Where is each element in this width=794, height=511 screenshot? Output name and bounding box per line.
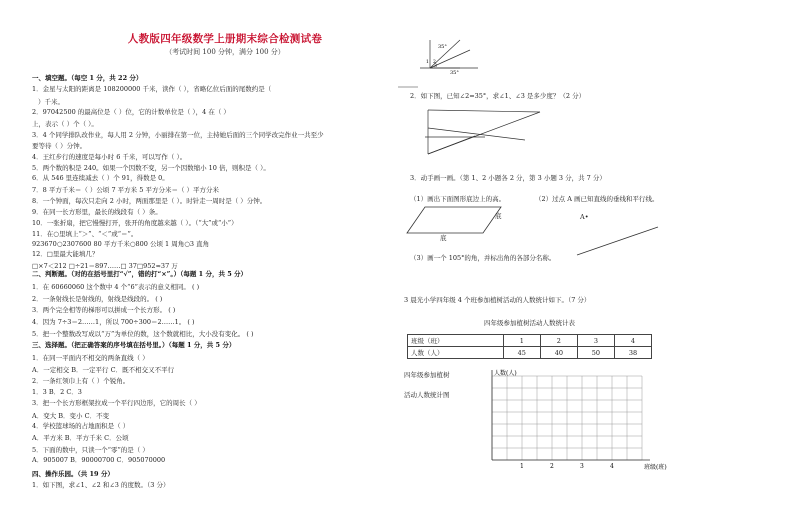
x-tick-label: 4 xyxy=(610,463,614,470)
angle-label-top: 35° xyxy=(438,44,447,50)
question-line: 1．在 60660060 这个数中 4 个“6”表示的意义相同。 ( ) xyxy=(32,283,200,291)
given-line xyxy=(575,225,660,257)
table-cell: 45 xyxy=(503,347,540,359)
angle-label-3: 3 xyxy=(434,64,437,69)
base-label-bottom: 底 xyxy=(440,234,447,242)
angle-label-1: 1 xyxy=(426,60,429,65)
question-line: 1．如下图，求∠1、∠2 和∠3 的度数。（3 分） xyxy=(32,481,170,489)
question-line: 5．下面的数中，只读一个“零”的是（ ） xyxy=(32,446,149,454)
table-row xyxy=(408,347,652,359)
angle-figure xyxy=(420,40,480,74)
table-row xyxy=(408,335,652,347)
question-line: 3．4 个同学排队改作业，每人用 2 分钟，小丽排在第一位，主持她后面的三个同学改完作业一共至少 xyxy=(32,131,324,139)
question-line: 2．一条红领巾上有（ ）个锐角。 xyxy=(32,377,130,385)
question-line: A．一定相交 B．一定平行 C．既不相交又不平行 xyxy=(32,366,175,374)
table-cell: 40 xyxy=(540,347,577,359)
question-line: 10．一张折扇，把它慢慢打开，张开的角度越来越（ ）。（“大”或“小”） xyxy=(32,219,238,227)
question-line: 5．两个数的积是 240。如果一个因数不变，另一个因数缩小 10 倍，则积是（ ）。 xyxy=(32,164,270,172)
table-cell: 38 xyxy=(614,347,651,359)
question-line: 3．两个完全相等的梯形可以拼成一个长方形。 ( ) xyxy=(32,306,176,314)
question-line: A．905007 B．90000700 C．905070000 xyxy=(32,456,166,464)
x-tick-label: 3 xyxy=(580,463,584,470)
question-line: 上，表示（ ）个（ ）。 xyxy=(32,120,98,128)
graph-caption-1: 四年级参加植树 xyxy=(404,371,450,379)
table-cell: 1 xyxy=(503,335,540,347)
question-line: 4．学校篮球场的占地面积是（ ） xyxy=(32,422,130,430)
y-axis-label: 人数(人) xyxy=(494,370,517,377)
base-label-right: 底 xyxy=(495,212,502,220)
question-line: 11．在○里填上“＞”、“＜”或“＝”。 xyxy=(32,230,138,238)
question-line: 7．8 平方千米＝（ ）公顷 7 平方米 5 平方分米＝（ ）平方分米 xyxy=(32,186,220,194)
question-line: 4．因为 7÷3＝2……1，所以 700÷300＝2……1。 ( ) xyxy=(32,318,195,326)
question-line: 2．97042500 的最高位是（ ）位，它的计数单位是（ ），4 在（ ） xyxy=(32,108,230,116)
section-heading: 二、判断题。（对的在括号里打“√”，错的打“×”。）（每题 1 分，共 5 分） xyxy=(32,270,248,278)
question-line: 6．从 546 里连续减去（ ）个 91，得数是 0。 xyxy=(32,174,169,182)
x-axis-label: 班级(班) xyxy=(644,464,667,471)
question-line: 4．王红步行的速度是每小时 6 千米，可以写作（ ）。 xyxy=(32,153,187,161)
question-line: A．平方米 B．平方千米 C．公顷 xyxy=(32,434,129,442)
question-line: 5．把一个整数改写成以“万”为单位的数，这个数就相比，大小没有变化。 ( ) xyxy=(32,330,254,338)
question-line: 8．一个钟面，每次只走向 2 小时，两面那里是（ ）。时针走一周时是（ ）分钟。 xyxy=(32,197,267,205)
triangle-figure xyxy=(425,108,545,158)
question-line: ）千米。 xyxy=(38,98,64,106)
point-a-label: A• xyxy=(580,213,589,221)
table-title: 四年级参加植树活动人数统计表 xyxy=(484,319,575,327)
table-cell: 4 xyxy=(614,335,651,347)
stats-table xyxy=(407,334,652,359)
question-line: 3．把一个长方形框架拉成一个平行四边形，它的周长（ ） xyxy=(32,399,201,407)
question-line: □×7＜212 □÷21＝897……□ 37□952≈37 万 xyxy=(32,262,178,270)
q4-3-3-text: （3）画一个 105°的角，并标出角的各部分名称。 xyxy=(410,254,556,262)
divider-line xyxy=(398,85,418,89)
graph-caption-2: 活动人数统计图 xyxy=(404,391,450,399)
section-heading: 四、操作乐园。（共 19 分） xyxy=(32,470,114,478)
exam-title: 人教版四年级数学上册期末综合检测试卷 xyxy=(127,33,323,45)
table-cell: 班级（班） xyxy=(408,335,504,347)
q5-text: 3 晨光小学四年级 4 个班参加植树活动的人数统计如下。（7 分） xyxy=(404,296,591,304)
table-cell: 50 xyxy=(577,347,614,359)
exam-subtitle: （考试时间 100 分钟，满分 100 分） xyxy=(165,48,285,56)
question-line: 12．□里最大能填几？ xyxy=(32,250,99,258)
question-line: 923670○2307600 80 平方千米○800 公顷 1 周角○3 直角 xyxy=(32,240,210,248)
question-line: A．变大 B．变小 C．不变 xyxy=(32,412,110,420)
angle-label-2: 2 xyxy=(433,60,436,65)
table-cell: 3 xyxy=(577,335,614,347)
question-line: 1．在同一平面内不相交的两条直线（ ） xyxy=(32,354,149,362)
q4-3-text: 3．动手画一画。（第 1、2 小题各 2 分，第 3 小题 3 分，共 7 分） xyxy=(410,174,606,182)
q4-3-2-text: （2）过点 A 画已知直线的垂线和平行线。 xyxy=(535,195,659,203)
section-heading: 一、填空题。（每空 1 分，共 22 分） xyxy=(32,74,143,82)
question-line: 1．3 B．2 C．3 xyxy=(32,388,82,396)
parallelogram-figure xyxy=(405,205,505,235)
section-heading: 三、选择题。（把正确答案的序号填在括号里。）（每题 1 分，共 5 分） xyxy=(32,341,236,349)
q4-2-text: 2．如下图，已知∠2=35°，求∠1、∠3 是多少度？（2 分） xyxy=(410,92,586,100)
x-tick-label: 1 xyxy=(520,463,524,470)
table-cell: 人数（人） xyxy=(408,347,504,359)
question-line: 9．在同一长方形里，最长的线段有（ ）条。 xyxy=(32,208,162,216)
question-line: 2．一条射线长是射线的，射线是线段的。 ( ) xyxy=(32,295,163,303)
q4-3-1-text: （1）画出下面图形底边上的高。 xyxy=(410,195,506,203)
x-tick-label: 2 xyxy=(550,463,554,470)
angle-label-bottom: 35° xyxy=(450,70,459,76)
blank-bar-graph xyxy=(470,370,670,470)
table-cell: 2 xyxy=(540,335,577,347)
question-line: 1．金星与太阳的距离是 108200000 千米，读作（ ），省略亿位后面的尾数约是（ xyxy=(32,85,272,93)
question-line: 要等待（ ）分钟。 xyxy=(32,142,87,150)
